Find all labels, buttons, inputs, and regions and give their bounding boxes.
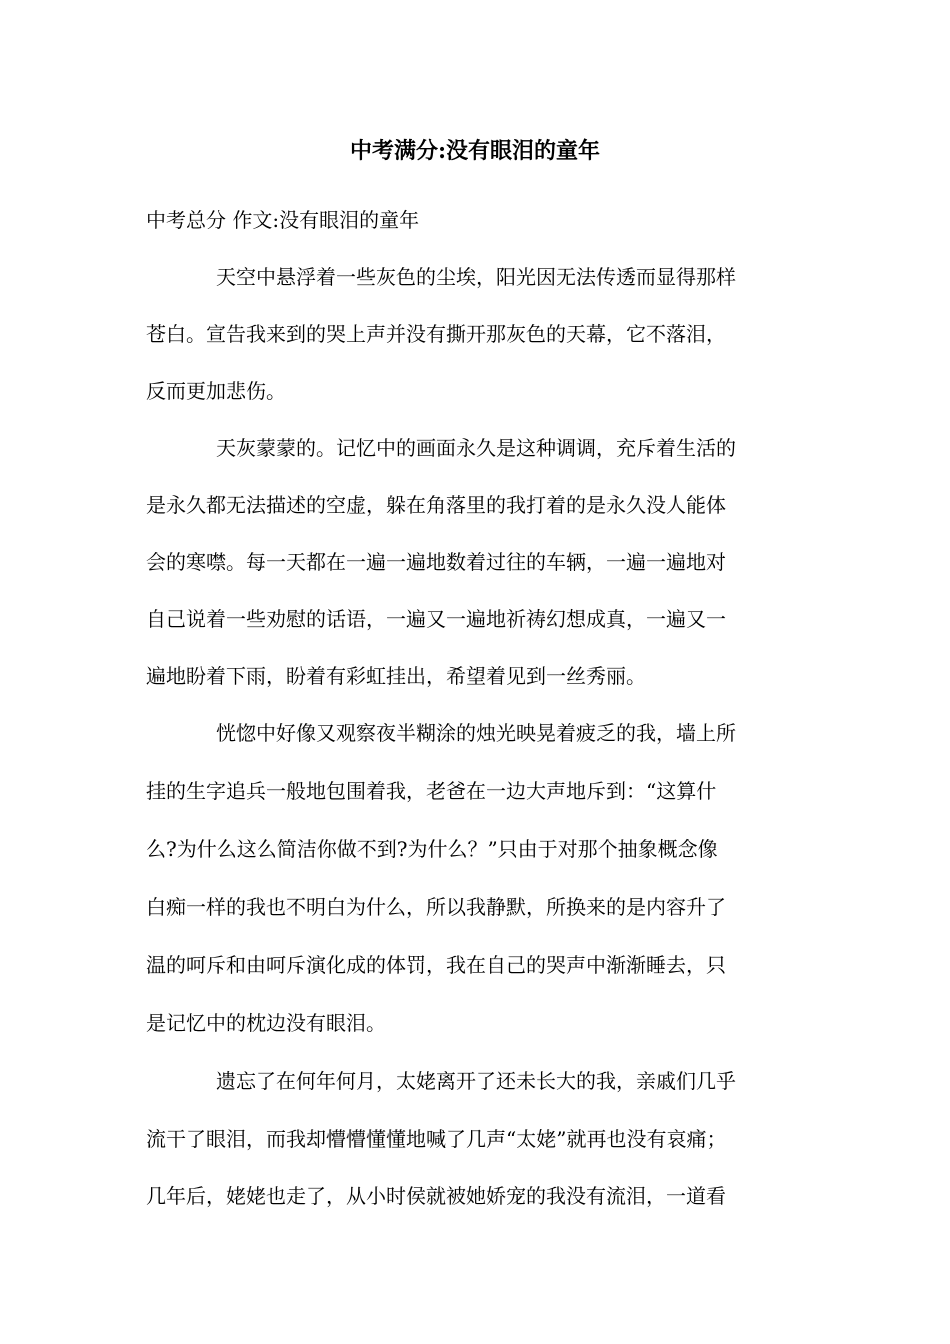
paragraph-4-line-1: 遗忘了在何年何月，太姥离开了还未长大的我，亲戚们几乎 xyxy=(216,1069,736,1093)
paragraph-3-line-6: 是记忆中的枕边没有眼泪。 xyxy=(146,1011,386,1035)
paragraph-2-line-1: 天灰蒙蒙的。记忆中的画面永久是这种调调，充斥着生活的 xyxy=(216,436,736,460)
paragraph-2-line-5: 遍地盼着下雨，盼着有彩虹挂出，希望着见到一丝秀丽。 xyxy=(146,664,646,688)
document-subtitle: 中考总分 作文:没有眼泪的童年 xyxy=(146,208,420,232)
paragraph-4-line-3: 几年后，姥姥也走了，从小时侯就被她娇宠的我没有流泪，一道看 xyxy=(146,1184,726,1208)
paragraph-4-line-2: 流干了眼泪，而我却懵懵懂懂地喊了几声“太姥”就再也没有哀痛； xyxy=(146,1127,727,1151)
paragraph-3-line-5: 温的呵斥和由呵斥演化成的体罚，我在自己的哭声中渐渐睡去，只 xyxy=(146,953,726,977)
paragraph-3-line-4: 白痴一样的我也不明白为什么，所以我静默，所换来的是内容升了 xyxy=(146,895,726,919)
paragraph-1-line-3: 反而更加悲伤。 xyxy=(146,379,286,403)
paragraph-3-line-1: 恍惚中好像又观察夜半糊涂的烛光映晃着疲乏的我，墙上所 xyxy=(216,721,736,745)
paragraph-2-line-4: 自己说着一些劝慰的话语，一遍又一遍地祈祷幻想成真，一遍又一 xyxy=(146,607,726,631)
paragraph-1-line-1: 天空中悬浮着一些灰色的尘埃，阳光因无法传透而显得那样 xyxy=(216,265,736,289)
paragraph-1-line-2: 苍白。宣告我来到的哭上声并没有撕开那灰色的天幕，它不落泪， xyxy=(146,322,726,346)
paragraph-3-line-3: 么?为什么这么简洁你做不到?为什么？”只由于对那个抽象概念像 xyxy=(146,837,718,861)
paragraph-2-line-3: 会的寒噤。每一天都在一遍一遍地数着过往的车辆，一遍一遍地对 xyxy=(146,550,726,574)
paragraph-3-line-2: 挂的生字追兵一般地包围着我，老爸在一边大声地斥到：“这算什 xyxy=(146,779,717,803)
paragraph-2-line-2: 是永久都无法描述的空虚，躲在角落里的我打着的是永久没人能体 xyxy=(146,493,726,517)
document-title: 中考满分:没有眼泪的童年 xyxy=(349,138,601,164)
